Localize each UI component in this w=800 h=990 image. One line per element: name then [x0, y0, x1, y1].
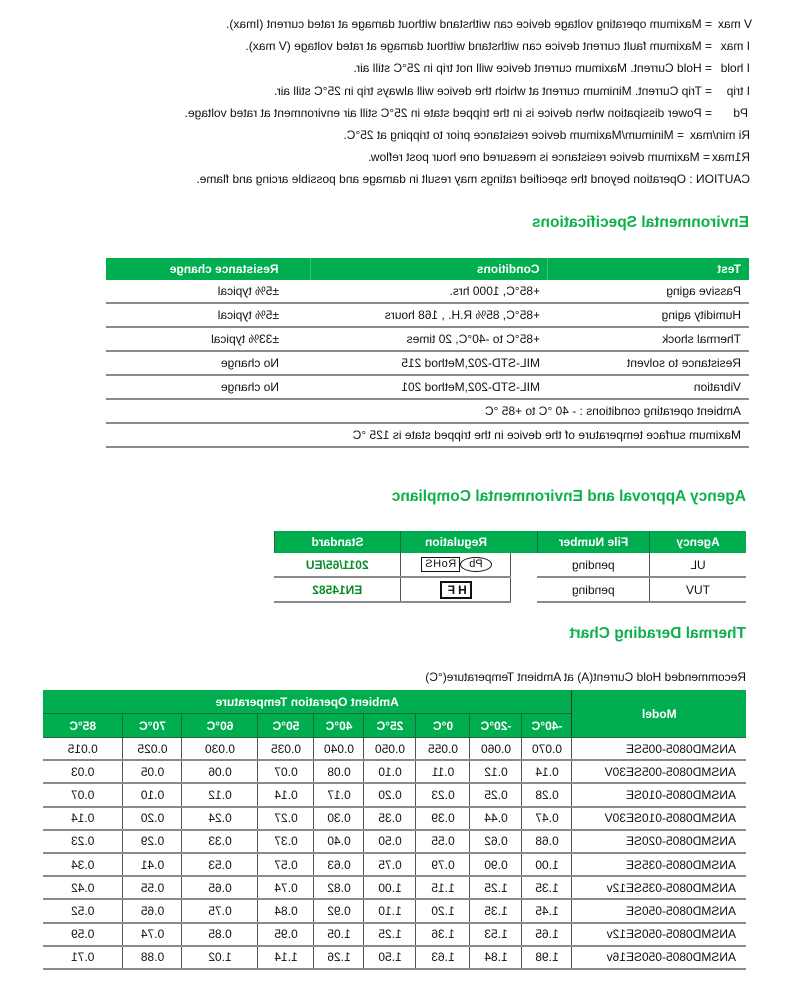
pb-free-mark: Pb — [460, 557, 491, 572]
temperature-header: -40°C — [522, 714, 572, 738]
model-cell: ANSMD0805-035SE — [572, 853, 746, 876]
column-header: File Number — [538, 531, 650, 553]
hold-current-cell: 0.12 — [182, 783, 258, 806]
hold-current-cell: 0.23 — [43, 830, 123, 853]
model-cell: ANSMD0805-020SE — [572, 830, 746, 853]
temperature-header: 70°C — [123, 714, 182, 738]
hold-current-cell: 0.71 — [43, 946, 123, 969]
table-cell: +85°C to -40°C, 20 times — [311, 327, 548, 351]
hold-current-cell: 0.37 — [258, 830, 314, 853]
hold-current-cell: 0.10 — [364, 760, 416, 783]
table-row — [43, 923, 746, 946]
hold-current-cell: 1.50 — [364, 946, 416, 969]
table-row — [43, 853, 746, 876]
hold-current-cell: 0.03 — [43, 760, 123, 783]
hold-current-cell: 0.59 — [43, 923, 123, 946]
temperature-header: 40°C — [314, 714, 364, 738]
hold-current-cell: 1.98 — [522, 946, 572, 969]
hold-current-cell: 0.17 — [314, 783, 364, 806]
hold-current-cell: 0.65 — [123, 899, 182, 922]
table-row — [43, 783, 746, 806]
hold-current-cell: 0.62 — [470, 830, 522, 853]
table-cell: No change — [106, 351, 311, 375]
hold-current-cell: 0.11 — [416, 760, 470, 783]
table-row — [106, 375, 749, 399]
hold-current-cell: 0.07 — [43, 783, 123, 806]
hold-current-cell: 1.10 — [364, 899, 416, 922]
hold-current-cell: 0.79 — [416, 853, 470, 876]
column-header: Agency — [650, 531, 747, 553]
definition-text: = Power dissipation when device is in the tripped state in 25°C still air environment at rated voltage. — [184, 106, 712, 120]
file-number-cell: pending — [538, 553, 650, 577]
hold-current-cell: 0.57 — [258, 853, 314, 876]
hold-current-cell: 0.95 — [258, 923, 314, 946]
hold-current-cell: 1.84 — [470, 946, 522, 969]
hold-current-cell: 0.53 — [182, 853, 258, 876]
column-header: Test — [548, 258, 749, 280]
caution-note: CAUTION : Operation beyond the specified ratings may result in damage and possible arcing and flame. — [196, 172, 750, 186]
environmental-table — [106, 258, 749, 448]
column-header: Conditions — [311, 258, 548, 280]
thermal-derating-table — [43, 690, 746, 970]
column-header: Regulation — [401, 531, 512, 553]
regulation-cell — [401, 553, 512, 577]
hold-current-cell: 0.39 — [416, 807, 470, 830]
spacer-cell — [511, 553, 538, 577]
table-cell: MIL-STD-202,Method 201 — [311, 375, 548, 399]
table-cell: +85°C, 85% R.H. , 168 hours — [311, 303, 548, 327]
hold-current-cell: 0.74 — [258, 876, 314, 899]
table-cell: ±33% typical — [106, 327, 311, 351]
hold-current-cell: 0.035 — [258, 738, 314, 761]
column-header: Standard — [275, 531, 401, 553]
hold-current-cell: 0.14 — [258, 783, 314, 806]
hold-current-cell: 0.070 — [522, 738, 572, 761]
definition-label: I max — [720, 39, 750, 53]
model-cell: ANSMD0805-035SE12v — [572, 876, 746, 899]
table-row — [43, 760, 746, 783]
model-cell: ANSMD0805-010SE — [572, 783, 746, 806]
table-cell: Vibration — [548, 375, 749, 399]
definition-label: V max — [717, 17, 752, 31]
table-note-row — [106, 423, 749, 447]
hold-current-cell: 1.20 — [416, 899, 470, 922]
hold-current-cell: 1.53 — [470, 923, 522, 946]
temperature-group-header: Ambient Operation Temperature — [43, 690, 572, 714]
model-cell: ANSMD0805-050SE12v — [572, 923, 746, 946]
hold-current-cell: 0.20 — [123, 807, 182, 830]
definition-label: I hold — [720, 61, 750, 75]
column-header-spacer — [511, 531, 538, 553]
hold-current-cell: 0.74 — [123, 923, 182, 946]
temperature-header: 50°C — [258, 714, 314, 738]
table-row — [106, 351, 749, 375]
hold-current-cell: 1.02 — [182, 946, 258, 969]
hold-current-cell: 0.055 — [416, 738, 470, 761]
table-row — [275, 553, 747, 577]
definition-label: R1max — [711, 150, 750, 164]
hold-current-cell: 0.34 — [43, 853, 123, 876]
hold-current-cell: 0.35 — [364, 807, 416, 830]
table-cell: Resistance to solvent — [548, 351, 749, 375]
table-cell: +85°C, 1000 hrs. — [311, 280, 548, 303]
hold-current-cell: 1.45 — [522, 899, 572, 922]
hold-current-cell: 0.85 — [182, 923, 258, 946]
rohs-pb-free-icon — [421, 557, 491, 572]
hold-current-cell: 0.92 — [314, 899, 364, 922]
rohs-mark: RoHS — [421, 557, 460, 572]
definition-text: = Hold Current. Maximum current device will not trip in 25°C still air. — [353, 61, 712, 75]
definition-text: = Trip Current. Minimum current at which the device will always trip in 25°C still air. — [274, 84, 712, 98]
halogen-free-icon — [440, 581, 472, 599]
column-header: Resistance change — [106, 258, 311, 280]
regulation-cell — [401, 577, 512, 602]
hold-current-cell: 0.025 — [123, 738, 182, 761]
table-note: Maximum surface temperature of the device in the tripped state is 125 °C — [106, 423, 749, 447]
hold-current-cell: 0.82 — [314, 876, 364, 899]
definition-text: = Maximum fault current device can withstand without damage at rated voltage (V max). — [245, 39, 712, 53]
hold-current-cell: 0.88 — [123, 946, 182, 969]
hold-current-cell: 1.36 — [416, 923, 470, 946]
hold-current-cell: 0.55 — [123, 876, 182, 899]
hold-current-cell: 0.030 — [182, 738, 258, 761]
table-note: Ambient operating conditions : - 40 °C to +85 °C — [106, 399, 749, 423]
table-cell: MIL-STD-202,Method 215 — [311, 351, 548, 375]
hold-current-cell: 0.14 — [522, 760, 572, 783]
definition-text: = Minimum/Maximum device resistance prior to tripping at 25°C. — [343, 128, 684, 142]
definition-label: Pd — [733, 106, 748, 120]
hold-current-cell: 0.28 — [522, 783, 572, 806]
model-cell: ANSMD0805-010SE30V — [572, 807, 746, 830]
model-cell: ANSMD0805-005SE30V — [572, 760, 746, 783]
hold-current-cell: 0.84 — [258, 899, 314, 922]
hold-current-cell: 0.06 — [182, 760, 258, 783]
hold-current-cell: 0.40 — [314, 830, 364, 853]
hold-current-cell: 0.65 — [182, 876, 258, 899]
hold-current-cell: 0.20 — [364, 783, 416, 806]
temperature-header: -20°C — [470, 714, 522, 738]
agency-heading: Agency Approval and Environmental Complianc — [391, 488, 746, 505]
hold-current-cell: 0.75 — [182, 899, 258, 922]
model-cell: ANSMD0805-005SE — [572, 738, 746, 761]
hold-current-cell: 0.27 — [258, 807, 314, 830]
temperature-header: 85°C — [43, 714, 123, 738]
table-row — [43, 946, 746, 969]
table-cell: No change — [106, 375, 311, 399]
temperature-header: 0°C — [416, 714, 470, 738]
hold-current-cell: 0.07 — [258, 760, 314, 783]
table-row — [43, 830, 746, 853]
hold-current-cell: 0.90 — [470, 853, 522, 876]
hold-current-cell: 0.52 — [43, 899, 123, 922]
table-cell: ±5% typical — [106, 280, 311, 303]
hold-current-cell: 0.55 — [416, 830, 470, 853]
model-header: Model — [572, 690, 746, 738]
temperature-header: 60°C — [182, 714, 258, 738]
definition-label: I trip — [726, 84, 750, 98]
hold-current-cell: 1.25 — [364, 923, 416, 946]
table-note-row — [106, 399, 749, 423]
hold-current-cell: 0.50 — [364, 830, 416, 853]
table-row — [43, 807, 746, 830]
hold-current-cell: 1.00 — [522, 853, 572, 876]
hold-current-cell: 0.05 — [123, 760, 182, 783]
table-row — [106, 327, 749, 351]
hold-current-cell: 0.050 — [364, 738, 416, 761]
table-cell: Thermal shock — [548, 327, 749, 351]
hold-current-cell: 1.63 — [416, 946, 470, 969]
model-cell: ANSMD0805-050SE16v — [572, 946, 746, 969]
hold-current-cell: 0.42 — [43, 876, 123, 899]
hold-current-cell: 0.08 — [314, 760, 364, 783]
hold-current-cell: 0.29 — [123, 830, 182, 853]
hold-current-cell: 0.23 — [416, 783, 470, 806]
hold-current-cell: 0.015 — [43, 738, 123, 761]
hold-current-cell: 1.00 — [364, 876, 416, 899]
file-number-cell: pending — [538, 577, 650, 602]
table-header-row — [275, 531, 747, 553]
table-header-row — [106, 258, 749, 280]
thermal-subtitle: Recommended Hold Current(A) at Ambient Temperature(°C) — [425, 670, 746, 684]
spacer-cell — [511, 577, 538, 602]
hold-current-cell: 0.14 — [43, 807, 123, 830]
table-row — [275, 577, 747, 602]
agency-table — [274, 531, 746, 603]
standard-cell: EN14582 — [275, 577, 401, 602]
model-cell: ANSMD0805-050SE — [572, 899, 746, 922]
hold-current-cell: 1.35 — [470, 899, 522, 922]
hold-current-cell: 1.25 — [470, 876, 522, 899]
hold-current-cell: 0.25 — [470, 783, 522, 806]
hold-current-cell: 0.47 — [522, 807, 572, 830]
hold-current-cell: 1.35 — [522, 876, 572, 899]
temperature-header: 25°C — [364, 714, 416, 738]
hold-current-cell: 1.26 — [314, 946, 364, 969]
table-row — [106, 280, 749, 303]
definition-label: Ri min/max — [689, 128, 750, 142]
hold-current-cell: 0.41 — [123, 853, 182, 876]
hold-current-cell: 0.040 — [314, 738, 364, 761]
hold-current-cell: 0.68 — [522, 830, 572, 853]
table-row — [43, 876, 746, 899]
hold-current-cell: 1.15 — [416, 876, 470, 899]
table-cell: Passive aging — [548, 280, 749, 303]
agency-cell: TUV — [650, 577, 747, 602]
hold-current-cell: 0.75 — [364, 853, 416, 876]
table-row — [106, 303, 749, 327]
hold-current-cell: 1.05 — [314, 923, 364, 946]
standard-cell: 2011/65/EU — [275, 553, 401, 577]
hf-mark: HF — [444, 582, 467, 597]
table-row — [43, 738, 746, 761]
hold-current-cell: 0.24 — [182, 807, 258, 830]
hold-current-cell: 1.65 — [522, 923, 572, 946]
hold-current-cell: 0.060 — [470, 738, 522, 761]
hold-current-cell: 0.10 — [123, 783, 182, 806]
table-row — [43, 899, 746, 922]
hold-current-cell: 0.33 — [182, 830, 258, 853]
hold-current-cell: 0.30 — [314, 807, 364, 830]
definition-text: = Maximum device resistance is measured one hour post reflow. — [368, 150, 710, 164]
thermal-heading: Thermal Derading Chart — [569, 625, 746, 642]
table-cell: ±5% typical — [106, 303, 311, 327]
hold-current-cell: 0.12 — [470, 760, 522, 783]
environmental-heading: Environmental Specifications — [531, 214, 749, 231]
table-cell: Humidity aging — [548, 303, 749, 327]
agency-cell: UL — [650, 553, 747, 577]
definition-text: = Maximum operating voltage device can withstand without damage at rated current (Imax). — [226, 17, 712, 31]
table-header-row — [43, 690, 746, 714]
hold-current-cell: 1.14 — [258, 946, 314, 969]
hold-current-cell: 0.63 — [314, 853, 364, 876]
hold-current-cell: 0.44 — [470, 807, 522, 830]
